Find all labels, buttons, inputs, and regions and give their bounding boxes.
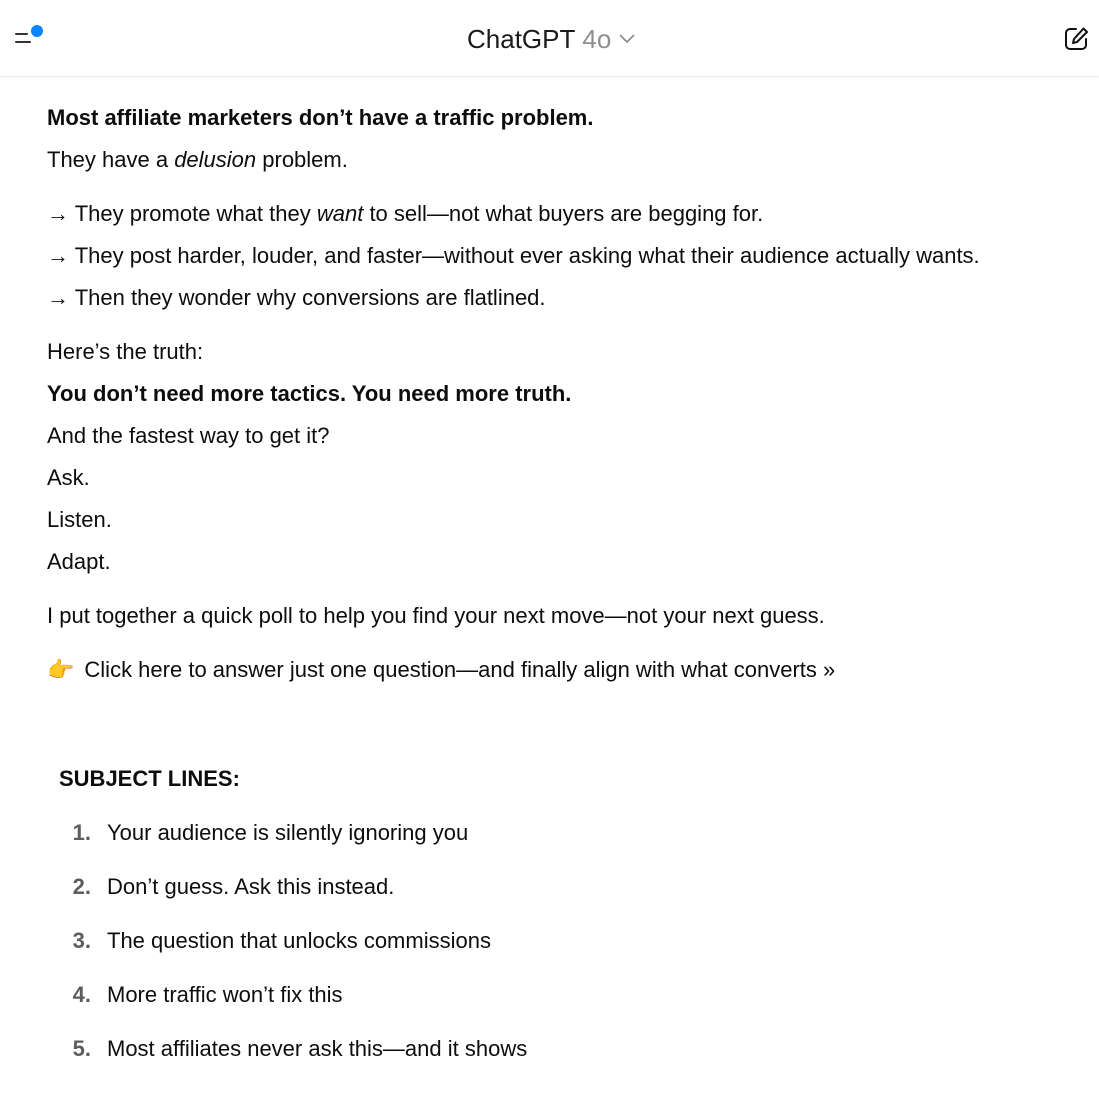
list-number: 1. <box>72 820 91 845</box>
list-item <box>47 920 1047 974</box>
arrow-point-3: → Then they wonder why conversions are flatlined. <box>47 285 546 310</box>
truth-intro: Here’s the truth: <box>47 339 204 364</box>
headline: Most affiliate marketers don’t have a traffic problem. <box>47 105 594 130</box>
sidebar-menu-button[interactable] <box>12 22 48 52</box>
subject-lines-list <box>47 812 1047 1082</box>
emphasis-text: delusion <box>174 147 257 172</box>
text-segment: to sell—not what buyers are begging for. <box>363 201 764 226</box>
text-segment: They have a <box>47 147 175 172</box>
arrow-point-2: → They post harder, louder, and faster—without ever asking what their audience actually wants. <box>47 243 980 268</box>
model-version: 4o <box>582 23 612 54</box>
subject-line-text: Your audience is silently ignoring you <box>107 820 469 845</box>
model-selector[interactable] <box>467 22 635 56</box>
text-segment: → They promote what they <box>47 201 317 226</box>
emphasis-text: want <box>316 201 364 226</box>
list-item <box>47 974 1047 1028</box>
cta-line <box>47 649 1087 691</box>
adapt-line: Adapt. <box>47 549 111 574</box>
fastest-way: And the fastest way to get it? <box>47 423 330 448</box>
subject-line-text: The question that unlocks commissions <box>107 928 491 953</box>
cta-text: Click here to answer just one question—and finally align with what converts » <box>84 657 836 682</box>
truth-statement: You don’t need more tactics. You need more truth. <box>47 381 572 406</box>
model-name: ChatGPT <box>467 23 576 54</box>
assistant-message <box>47 97 1087 691</box>
list-item <box>47 1028 1047 1082</box>
subject-line-text: Don’t guess. Ask this instead. <box>107 874 395 899</box>
compose-icon <box>1062 24 1092 54</box>
top-bar <box>0 0 1099 77</box>
text-segment: problem. <box>256 147 348 172</box>
list-number: 4. <box>72 982 91 1007</box>
list-item <box>47 866 1047 920</box>
poll-line: I put together a quick poll to help you find your next move—not your next guess. <box>47 603 825 628</box>
subject-line-text: Most affiliates never ask this—and it shows <box>107 1036 528 1061</box>
notification-dot-icon <box>31 25 43 37</box>
subject-lines-heading: SUBJECT LINES: <box>59 766 240 791</box>
list-number: 3. <box>72 928 91 953</box>
subject-line-text: More traffic won’t fix this <box>107 982 343 1007</box>
new-chat-button[interactable] <box>1062 24 1092 54</box>
ask-line: Ask. <box>47 465 90 490</box>
menu-line-icon <box>15 41 31 43</box>
delusion-line <box>47 139 1087 181</box>
pointing-hand-icon: 👉 <box>47 657 75 682</box>
listen-line: Listen. <box>47 507 112 532</box>
list-number: 2. <box>72 874 91 899</box>
list-item <box>47 812 1047 866</box>
arrow-point-1 <box>47 193 1087 235</box>
chevron-down-icon <box>619 34 635 44</box>
menu-line-icon <box>15 33 28 35</box>
list-number: 5. <box>72 1036 91 1061</box>
